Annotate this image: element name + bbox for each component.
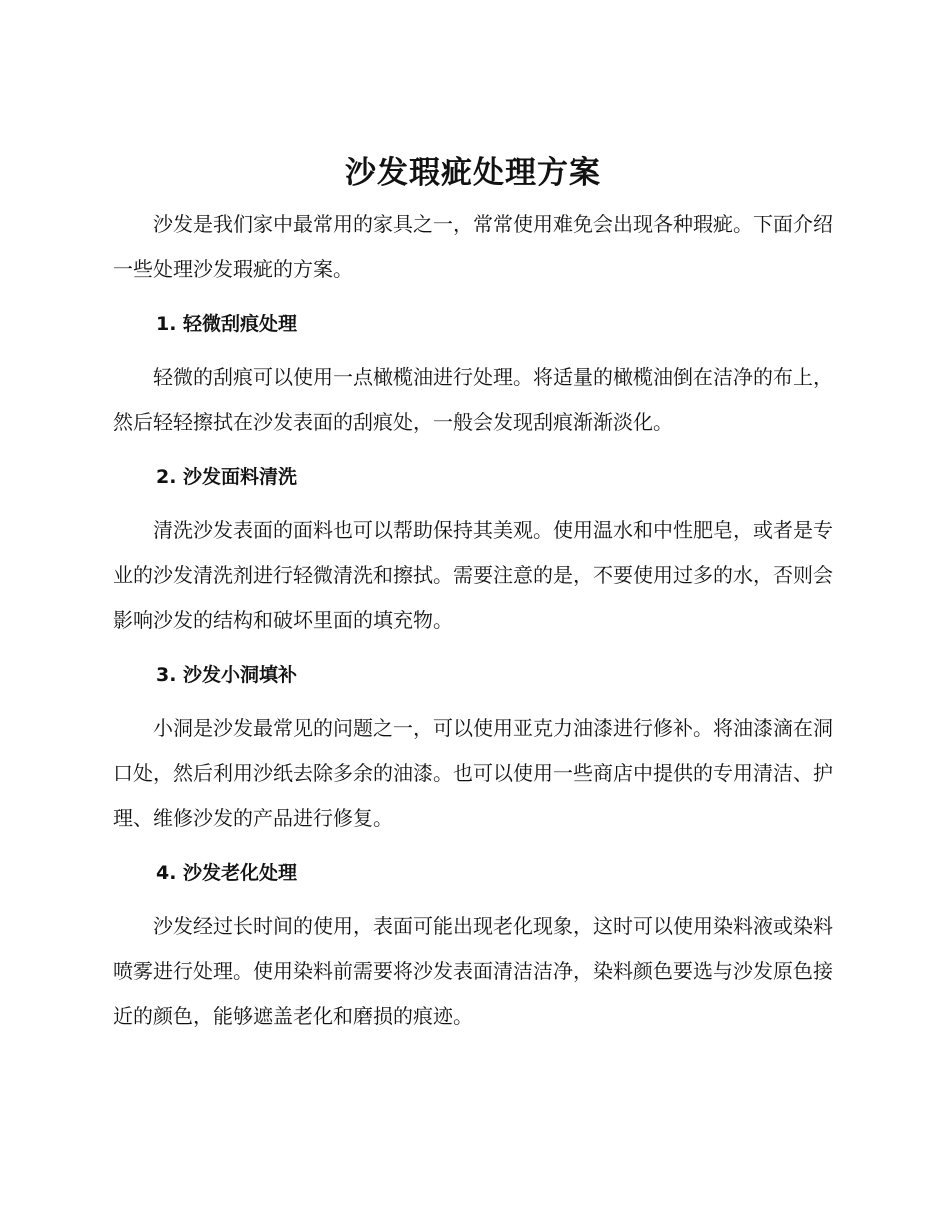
section-body-1: 轻微的刮痕可以使用一点橄榄油进行处理。将适量的橄榄油倒在洁净的布上，然后轻轻擦拭在沙发表面的刮痕处，一般会发现刮痕渐渐淡化。: [113, 365, 833, 434]
section-heading-3: 3. 沙发小洞填补: [156, 664, 298, 686]
intro-paragraph: 沙发是我们家中最常用的家具之一，常常使用难免会出现各种瑕疵。下面介绍一些处理沙发瑕疵的方案。: [113, 212, 833, 281]
section-heading-1: 1. 轻微刮痕处理: [156, 313, 298, 335]
section-body-4: 沙发经过长时间的使用，表面可能出现老化现象，这时可以使用染料液或染料喷雾进行处理。使用染料前需要将沙发表面清洁洁净，染料颜色要选与沙发原色接近的颜色，能够遮盖老化和磨损的痕迹。: [113, 914, 833, 1028]
section-heading-4: 4. 沙发老化处理: [156, 862, 298, 884]
document-page: [113, 150, 833, 1039]
section-body-3: 小洞是沙发最常见的问题之一，可以使用亚克力油漆进行修补。将油漆滴在洞口处，然后利用沙纸去除多余的油漆。也可以使用一些商店中提供的专用清洁、护理、维修沙发的产品进行修复。: [113, 716, 833, 830]
section-body-2: 清洗沙发表面的面料也可以帮助保持其美观。使用温水和中性肥皂，或者是专业的沙发清洗剂进行轻微清洗和擦拭。需要注意的是，不要使用过多的水，否则会影响沙发的结构和破坏里面的填充物。: [113, 518, 833, 632]
document-title: 沙发瑕疵处理方案: [345, 155, 601, 191]
section-heading-2: 2. 沙发面料清洗: [156, 466, 298, 488]
